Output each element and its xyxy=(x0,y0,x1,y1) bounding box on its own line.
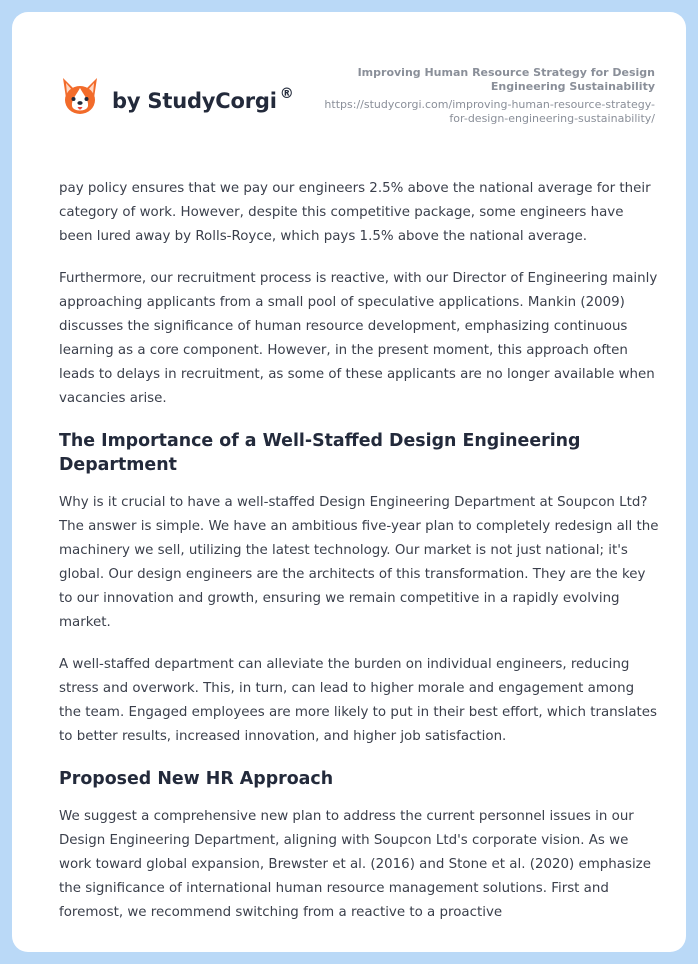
section-heading: The Importance of a Well-Staffed Design Engineering Department xyxy=(59,431,581,475)
studycorgi-logo[interactable] xyxy=(60,76,294,118)
corgi-icon xyxy=(60,76,100,118)
registered-mark: ® xyxy=(279,86,294,102)
logo-wordmark: by StudyCorgi ® xyxy=(112,86,294,113)
paragraph: A well-staffed department can alleviate the burden on individual engineers, reducing stress and overwork. This, in turn, can lead to higher morale and engagement among the team. Engaged employees are more likely to put in their best effort, which translates to better results, increased innovation, and higher job satisfaction. xyxy=(59,657,658,744)
paragraph: We suggest a comprehensive new plan to address the current personnel issues in our Design Engineering Department, aligning with Soupcon Ltd's corporate vision. As we work toward global expansion, Brewster et al. (2016) and Stone et al. (2020) emphasize the significance of international human resource management solutions. First and foremost, we recommend switching from a reactive to a proactive xyxy=(59,809,651,920)
paragraph: Furthermore, our recruitment process is reactive, with our Director of Engineering mainly approaching applicants from a small pool of speculative applications. Mankin (2009) discusses the significance of human resource development, emphasizing continuous learning as a core component. However, in the present moment, this approach often leads to delays in recruitment, as some of these applicants are no longer available when vacancies arise. xyxy=(59,271,658,406)
paragraph: pay policy ensures that we pay our engineers 2.5% above the national average for their category of work. However, despite this competitive package, some engineers have been lured away by Rolls-Royce, which pays 1.5% above the national average. xyxy=(59,181,651,244)
document-url[interactable]: https://studycorgi.com/improving-human-resource-strategy-for-design-engineering-sustainability/ xyxy=(324,98,655,125)
document-title: Improving Human Resource Strategy for Design Engineering Sustainability xyxy=(357,66,655,93)
section-heading: Proposed New HR Approach xyxy=(59,769,334,789)
paragraph: Why is it crucial to have a well-staffed Design Engineering Department at Soupcon Ltd? The answer is simple. We have an ambitious five-year plan to completely redesign all the machinery we sell, utilizing the latest technology. Our market is not just national; it's global. Our design engineers are the architects of this transformation. They are the key to our innovation and growth, ensuring we remain competitive in a rapidly evolving market. xyxy=(59,495,659,630)
document-meta xyxy=(315,66,655,126)
page-header xyxy=(12,12,686,162)
document-page xyxy=(12,12,686,952)
document-body xyxy=(59,177,659,943)
